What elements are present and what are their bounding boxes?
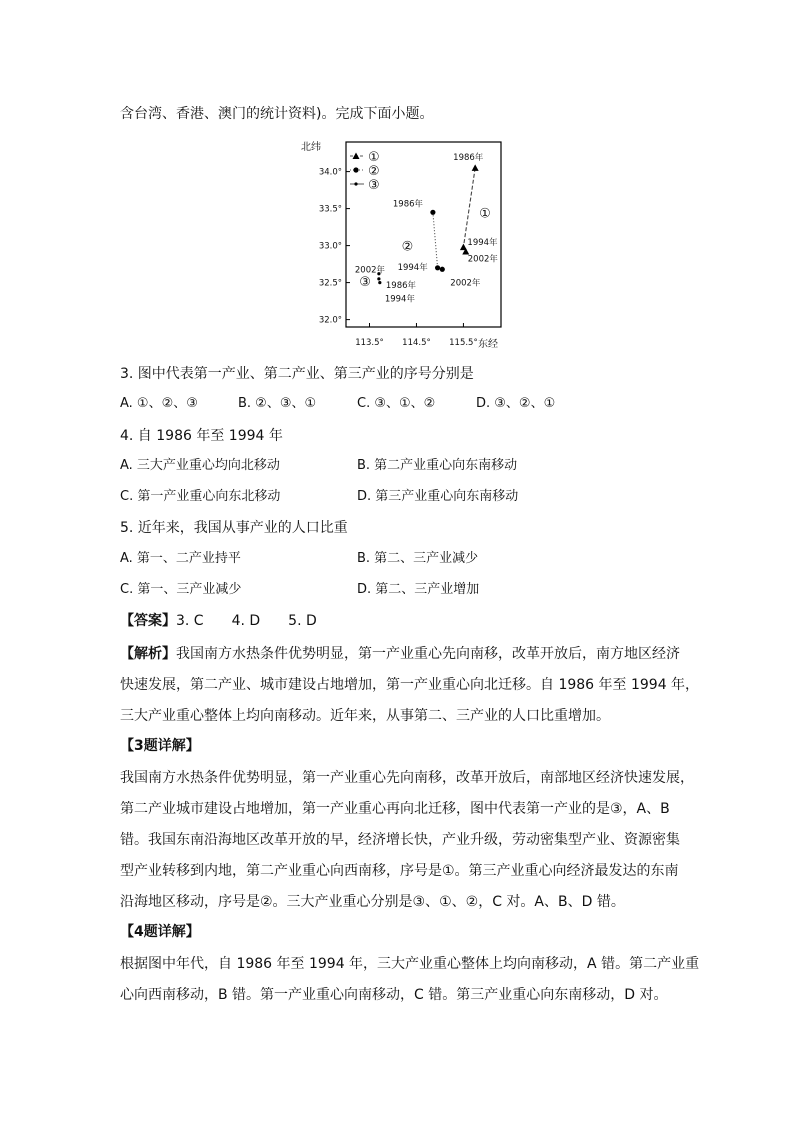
intro-text: 含台湾、香港、澳门的统计资料)。完成下面小题。 <box>120 106 434 122</box>
point-year-label: 2002年 <box>354 265 386 276</box>
detail-3-line-4: 型产业转移到内地，第二产业重心向西南移，序号是①。第三产业重心向经济最发达的东南 <box>120 863 679 879</box>
analysis-line-1 <box>120 644 680 664</box>
analysis-label: 【解析】 <box>120 646 176 662</box>
q3-option-b: B. ②、③、① <box>238 396 317 411</box>
x-tick-label: 114.5° <box>402 338 431 348</box>
series-line <box>433 212 442 269</box>
point-year-label: 1994年 <box>384 294 415 305</box>
data-point <box>440 267 445 272</box>
y-tick-label: 33.5° <box>318 204 342 215</box>
detail-4-line-2: 心向西南移动，B 错。第一产业重心向南移动，C 错。第三产业重心向东南移动，D 对。 <box>120 987 668 1003</box>
x-tick-label: 115.5° <box>449 338 478 348</box>
point-year-label: 1986年 <box>453 152 484 163</box>
q5-option-d: D. 第二、三产业增加 <box>357 582 480 597</box>
y-tick-label: 32.0° <box>318 315 342 326</box>
detail-3-line-1: 我国南方水热条件优势明显，第一产业重心先向南移，改革开放后，南部地区经济快速发展， <box>120 770 694 786</box>
industry-center-chart <box>298 134 510 350</box>
q5-option-a: A. 第一、二产业持平 <box>120 551 241 566</box>
question-5-stem: 5. 近年来，我国从事产业的人口比重 <box>120 520 348 536</box>
legend-marker <box>354 182 357 185</box>
y-axis-label: 北纬 <box>301 142 321 153</box>
analysis-text-1: 我国南方水热条件优势明显，第一产业重心先向南移，改革开放后，南方地区经济 <box>176 646 680 662</box>
detail-3-line-2: 第二产业城市建设占地增加，第一产业重心再向北迁移，图中代表第一产业的是③，A、B <box>120 801 670 817</box>
q3-option-a: A. ①、②、③ <box>120 396 198 411</box>
legend-label: ① <box>368 150 380 165</box>
legend-label: ③ <box>368 178 380 193</box>
question-3-stem: 3. 图中代表第一产业、第二产业、第三产业的序号分别是 <box>120 366 474 382</box>
data-point <box>430 210 435 215</box>
q4-option-b: B. 第二产业重心向东南移动 <box>357 458 518 473</box>
point-year-label: 1994年 <box>467 238 498 249</box>
q3-option-d: D. ③、②、① <box>476 396 556 411</box>
y-tick-label: 32.5° <box>318 278 342 289</box>
point-year-label: 2002年 <box>450 278 481 289</box>
data-point <box>435 265 440 270</box>
point-year-label: 1986年 <box>392 199 424 210</box>
point-year-label: 2002年 <box>467 254 498 265</box>
data-point <box>377 277 380 280</box>
analysis-line-2: 快速发展，第二产业、城市建设占地增加，第一产业重心向北迁移。自 1986 年至 1994 年， <box>120 677 700 693</box>
q4-option-a: A. 三大产业重心均向北移动 <box>120 458 280 473</box>
question-4-stem: 4. 自 1986 年至 1994 年 <box>120 428 283 444</box>
detail-3-label: 【3题详解】 <box>120 738 200 754</box>
q4-option-d: D. 第三产业重心向东南移动 <box>357 489 519 504</box>
legend-marker <box>353 153 360 160</box>
q5-option-c: C. 第一、三产业减少 <box>120 582 242 597</box>
legend-marker <box>353 167 358 172</box>
series-annotation: ② <box>401 239 414 255</box>
detail-4-label: 【4题详解】 <box>120 924 200 940</box>
series-annotation: ① <box>479 206 491 222</box>
point-year-label: 1986年 <box>385 280 417 291</box>
q5-option-b: B. 第二、三产业减少 <box>357 551 479 566</box>
q4-option-c: C. 第一产业重心向东北移动 <box>120 489 281 504</box>
legend-label: ② <box>368 164 380 179</box>
data-point <box>472 164 479 171</box>
x-axis-label: 东经 <box>478 339 498 350</box>
data-point <box>378 281 381 284</box>
detail-3-line-3: 错。我国东南沿海地区改革开放的早，经济增长快，产业升级，劳动密集型产业、资源密集 <box>120 832 680 848</box>
detail-4-line-1: 根据图中年代，自 1986 年至 1994 年，三大产业重心整体上均向南移动，A 错。第二产业重 <box>120 956 700 972</box>
y-tick-label: 34.0° <box>318 167 342 178</box>
analysis-line-3: 三大产业重心整体上均向南移动。近年来，从事第二、三产业的人口比重增加。 <box>120 708 610 724</box>
point-year-label: 1994年 <box>397 262 428 273</box>
answer-text: 3. C 4. D 5. D <box>176 613 317 629</box>
answer-label: 【答案】 <box>120 613 176 629</box>
answer-line <box>120 611 317 631</box>
y-tick-label: 33.0° <box>318 241 342 252</box>
q3-option-c: C. ③、①、② <box>357 396 436 411</box>
x-tick-label: 113.5° <box>355 338 384 348</box>
series-annotation: ③ <box>359 275 371 291</box>
detail-3-line-5: 沿海地区移动，序号是②。三大产业重心分别是③、①、②，C 对。A、B、D 错。 <box>120 894 625 910</box>
